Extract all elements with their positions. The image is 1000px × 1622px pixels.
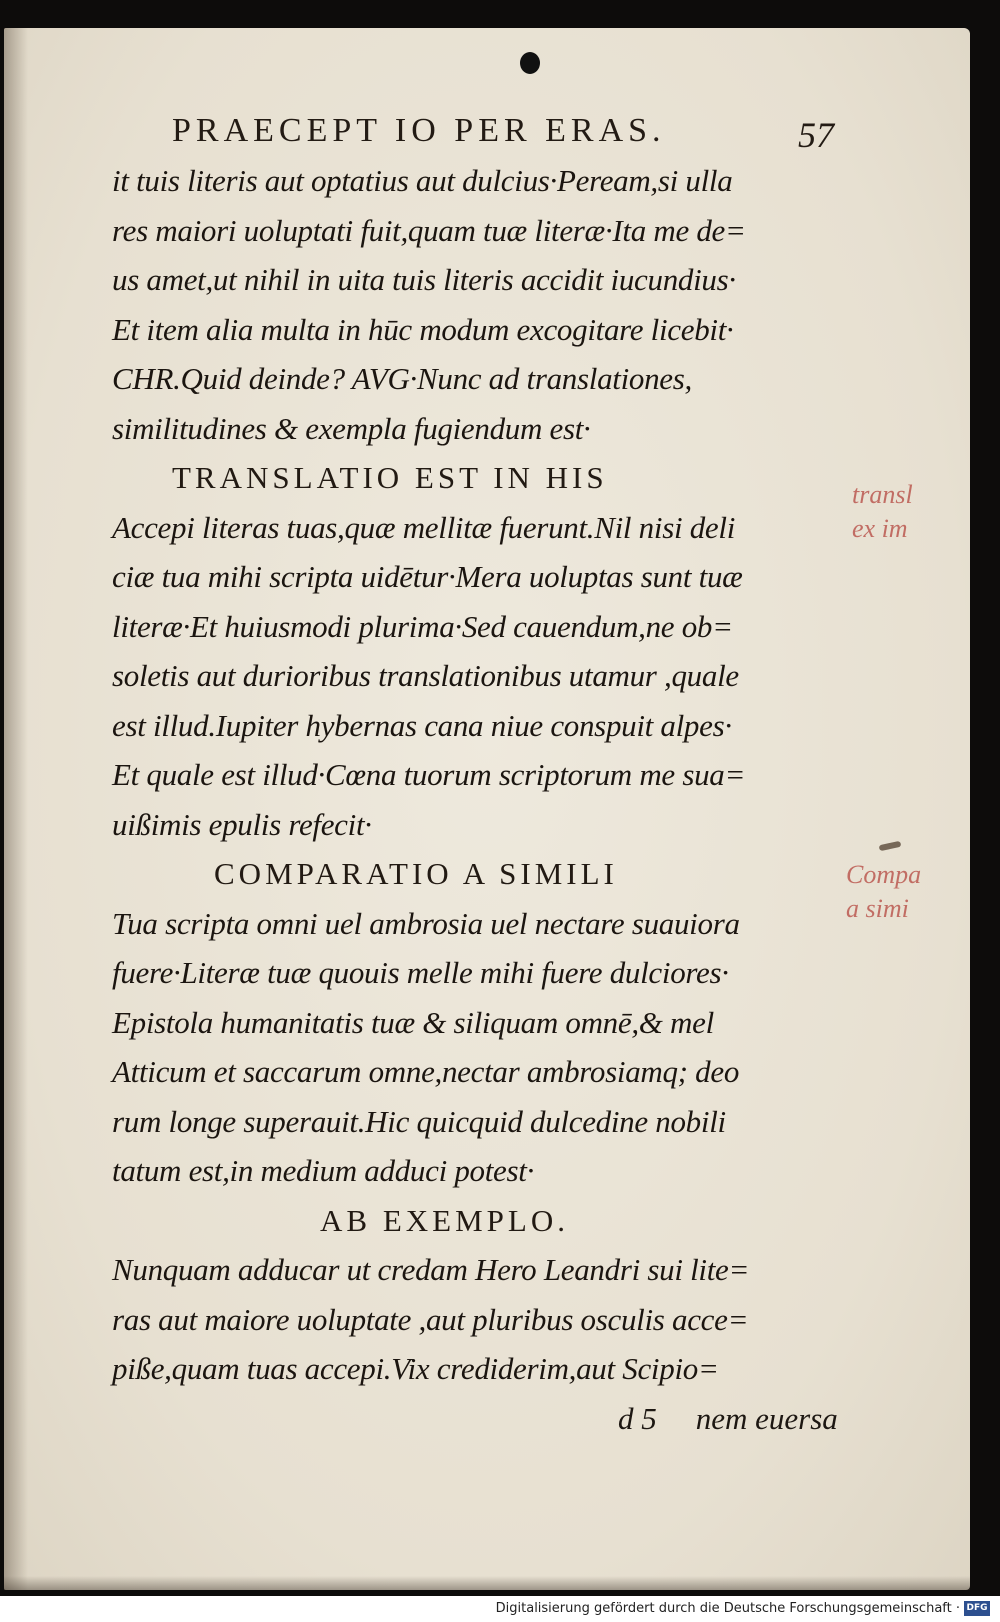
text-line: us amet,ut nihil in uita tuis literis accidit iucundius· <box>112 262 736 297</box>
catchword: nem euersa <box>695 1400 838 1436</box>
page-number: 57 <box>798 115 834 155</box>
text-line: est illud.Iupiter hybernas cana niue conspuit alpes· <box>112 707 732 743</box>
running-head <box>112 112 848 156</box>
text-line: Atticum et saccarum omne,nectar ambrosiamq; deo <box>112 1054 740 1089</box>
section-heading-comparatio: COMPARATIO A SIMILI <box>214 856 618 891</box>
text-line: soletis aut durioribus translationibus utamur ,quale <box>112 658 739 693</box>
text-line: literæ·Et huiusmodi plurima·Sed cauendum,ne ob= <box>112 608 733 644</box>
text-line: Tua scripta omni uel ambrosia uel nectare suauiora <box>112 905 740 941</box>
text-line: Nunquam adducar ut credam Hero Leandri sui lite= <box>112 1252 750 1287</box>
signature-mark: d 5 <box>618 1400 657 1436</box>
spine-shadow <box>4 28 28 1590</box>
section-heading-translatio: TRANSLATIO EST IN HIS <box>172 460 608 495</box>
running-head-title: PRAECEPT IO PER ERAS. <box>172 112 666 149</box>
text-line: Et quale est illud·Cœna tuorum scriptorum me sua= <box>112 757 746 792</box>
text-block <box>112 112 848 1443</box>
marginal-note-translatio <box>852 478 913 546</box>
text-line: similitudines & exempla fugiendum est· <box>112 410 591 446</box>
marginal-note-line: ex im <box>852 514 908 543</box>
dfg-logo: DFG <box>964 1601 990 1616</box>
marginal-note-comparatio <box>846 858 921 926</box>
text-line: ras aut maiore uoluptate ,aut pluribus osculis acce= <box>112 1301 749 1337</box>
funding-credit: Digitalisierung gefördert durch die Deutsche Forschungsgemeinschaft · <box>495 1601 960 1616</box>
marginal-note-line: Compa <box>846 860 922 889</box>
text-line: rum longe superauit.Hic quicquid dulcedine nobili <box>112 1103 726 1139</box>
text-line: it tuis literis aut optatius aut dulcius·Peream,si ulla <box>112 163 733 198</box>
book-page <box>4 28 970 1590</box>
text-line: fuere·Literæ tuæ quouis melle mihi fuere dulciores· <box>112 955 729 990</box>
text-line: tatum est,in medium adduci potest· <box>112 1153 535 1188</box>
text-line: CHR.Quid deinde? AVG·Nunc ad translationes, <box>112 361 692 396</box>
worm-hole <box>520 52 540 74</box>
text-line: Accepi literas tuas,quæ mellitæ fuerunt.Nil nisi deli <box>112 509 736 545</box>
text-line: piße,quam tuas accepi.Vix crediderim,aut Scipio= <box>112 1351 719 1386</box>
text-line: Epistola humanitatis tuæ & siliquam omnē,& mel <box>112 1004 714 1040</box>
section-heading-exemplo: AB EXEMPLO. <box>320 1202 569 1238</box>
catch-line <box>112 1394 848 1444</box>
text-line: res maiori uoluptati fuit,quam tuæ literæ·Ita me de= <box>112 212 746 248</box>
text-line: Et item alia multa in hūc modum excogitare licebit· <box>112 311 734 347</box>
text-line: ciæ tua mihi scripta uidētur·Mera uoluptas sunt tuæ <box>112 559 743 594</box>
text-line: uißimis epulis refecit· <box>112 806 372 842</box>
digitization-footer <box>0 1596 1000 1622</box>
marginal-note-line: transl <box>852 480 913 509</box>
page-bottom-edge <box>4 1576 970 1590</box>
ink-mark <box>879 841 902 851</box>
marginal-note-line: a simi <box>846 894 909 923</box>
